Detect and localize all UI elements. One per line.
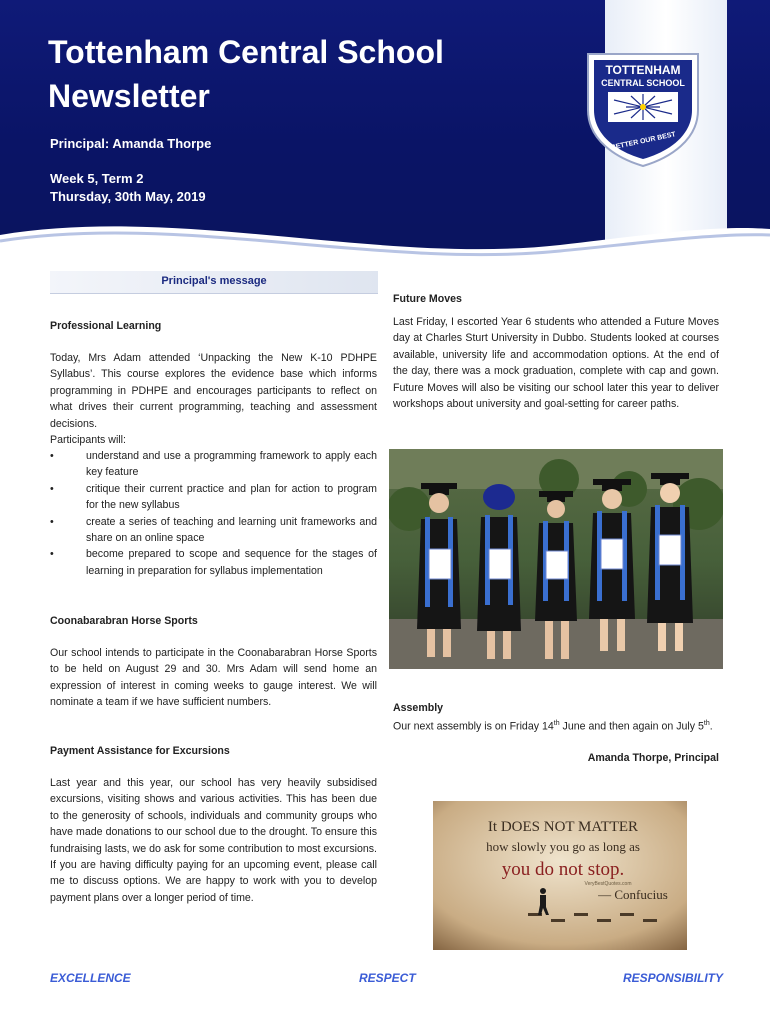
assembly-text-2: June and then again on July 5 — [559, 720, 704, 733]
newsletter-title — [48, 30, 568, 118]
assembly-sup-1: th — [553, 720, 560, 727]
footer-value-responsibility: RESPONSIBILITY — [623, 971, 724, 985]
horse-sports-body: Our school intends to participate in the Coonabarabran Horse Sports to be held on August 29 and 30. Mrs Adam will send home an expression of interest in coming weeks to gauge interest. We will nominate a team if we have sufficient numbers. — [50, 647, 377, 709]
school-crest-logo — [578, 40, 708, 170]
quote-site: VeryBestQuotes.com — [584, 881, 632, 887]
assembly-heading: Assembly — [393, 702, 444, 714]
future-moves-body: Last Friday, I escorted Year 6 students who attended a Future Moves day at Charles Sturt University in Dubbo. Students looked at courses available, university life and accommodation options. At the end of the day, there was a mock graduation, complete with cap and gown. Future Moves will also be visiting our school later this year to deliver workshops about university and goal-setting for career paths. — [393, 316, 719, 411]
principals-message-label: Principal's message — [161, 275, 267, 287]
professional-learning-heading: Professional Learning — [50, 320, 162, 332]
footer-value-respect: RESPECT — [359, 971, 416, 985]
title-line-1: Tottenham Central School — [48, 34, 444, 70]
crest-motto: BETTER OUR BEST — [610, 131, 677, 152]
banner-wave — [0, 195, 770, 262]
future-moves-heading: Future Moves — [393, 293, 462, 305]
header-banner — [0, 0, 770, 262]
list-item: • critique their current practice and plan for action to program for the new syllabus — [86, 481, 377, 514]
quote-line-2: how slowly you go as long as — [486, 839, 640, 854]
professional-learning-body: Today, Mrs Adam attended ‘Unpacking the New K-10 PDHPE Syllabus’. This course explores the evidence base which informs programming in PDHPE and encourages participants to reflect on what drives their current programming, teaching and assessment decisions. — [50, 352, 377, 430]
assembly-text-3: . — [709, 720, 713, 733]
payment-assistance-body: Last year and this year, our school has very heavily subsidised excursions, visiting shows and various activities. This has been due to the generosity of schools, individuals and community groups who have made donations to our school due to the drought. To ensure this fundraising lasts, we do ask for some contribution to most excursions. If you are having difficulty paying for an upcoming event, please call me to discuss options. We are happy to work with you to develop payment plans over a longer period of time. — [50, 777, 377, 904]
confucius-quote-image — [433, 801, 687, 950]
title-line-2: Newsletter — [48, 78, 210, 114]
footer-value-excellence: EXCELLENCE — [50, 971, 131, 985]
quote-line-1: It DOES NOT MATTER — [487, 819, 639, 835]
issue-date: Thursday, 30th May, 2019 — [50, 189, 206, 204]
graduation-photo-illustration — [389, 449, 723, 669]
assembly-body — [393, 716, 719, 735]
list-item: • become prepared to scope and sequence for the stages of learning in preparation for syllabus implementation — [86, 546, 377, 579]
principals-message-heading — [50, 271, 378, 294]
payment-assistance-heading: Payment Assistance for Excursions — [50, 745, 230, 757]
crest-line-2: CENTRAL SCHOOL — [601, 78, 685, 88]
assembly-sup-2: th — [703, 720, 710, 727]
quote-line-3: you do not stop. — [501, 859, 625, 880]
participants-list — [50, 448, 377, 579]
quote-illustration — [433, 801, 687, 950]
horse-sports-heading: Coonabarabran Horse Sports — [50, 615, 198, 627]
week-term: Week 5, Term 2 — [50, 171, 144, 186]
participants-label: Participants will: — [50, 434, 126, 446]
principal-name: Principal: Amanda Thorpe — [50, 136, 212, 151]
quote-author: — Confucius — [598, 887, 668, 902]
list-item: • create a series of teaching and learning unit frameworks and share on an online space — [86, 514, 377, 547]
assembly-text-1: Our next assembly is on Friday 14 — [393, 720, 554, 733]
crest-line-1: TOTTENHAM — [605, 63, 681, 77]
graduation-photo — [389, 449, 723, 669]
list-item: • understand and use a programming framework to apply each key feature — [86, 448, 377, 481]
principal-signoff: Amanda Thorpe, Principal — [587, 752, 719, 764]
